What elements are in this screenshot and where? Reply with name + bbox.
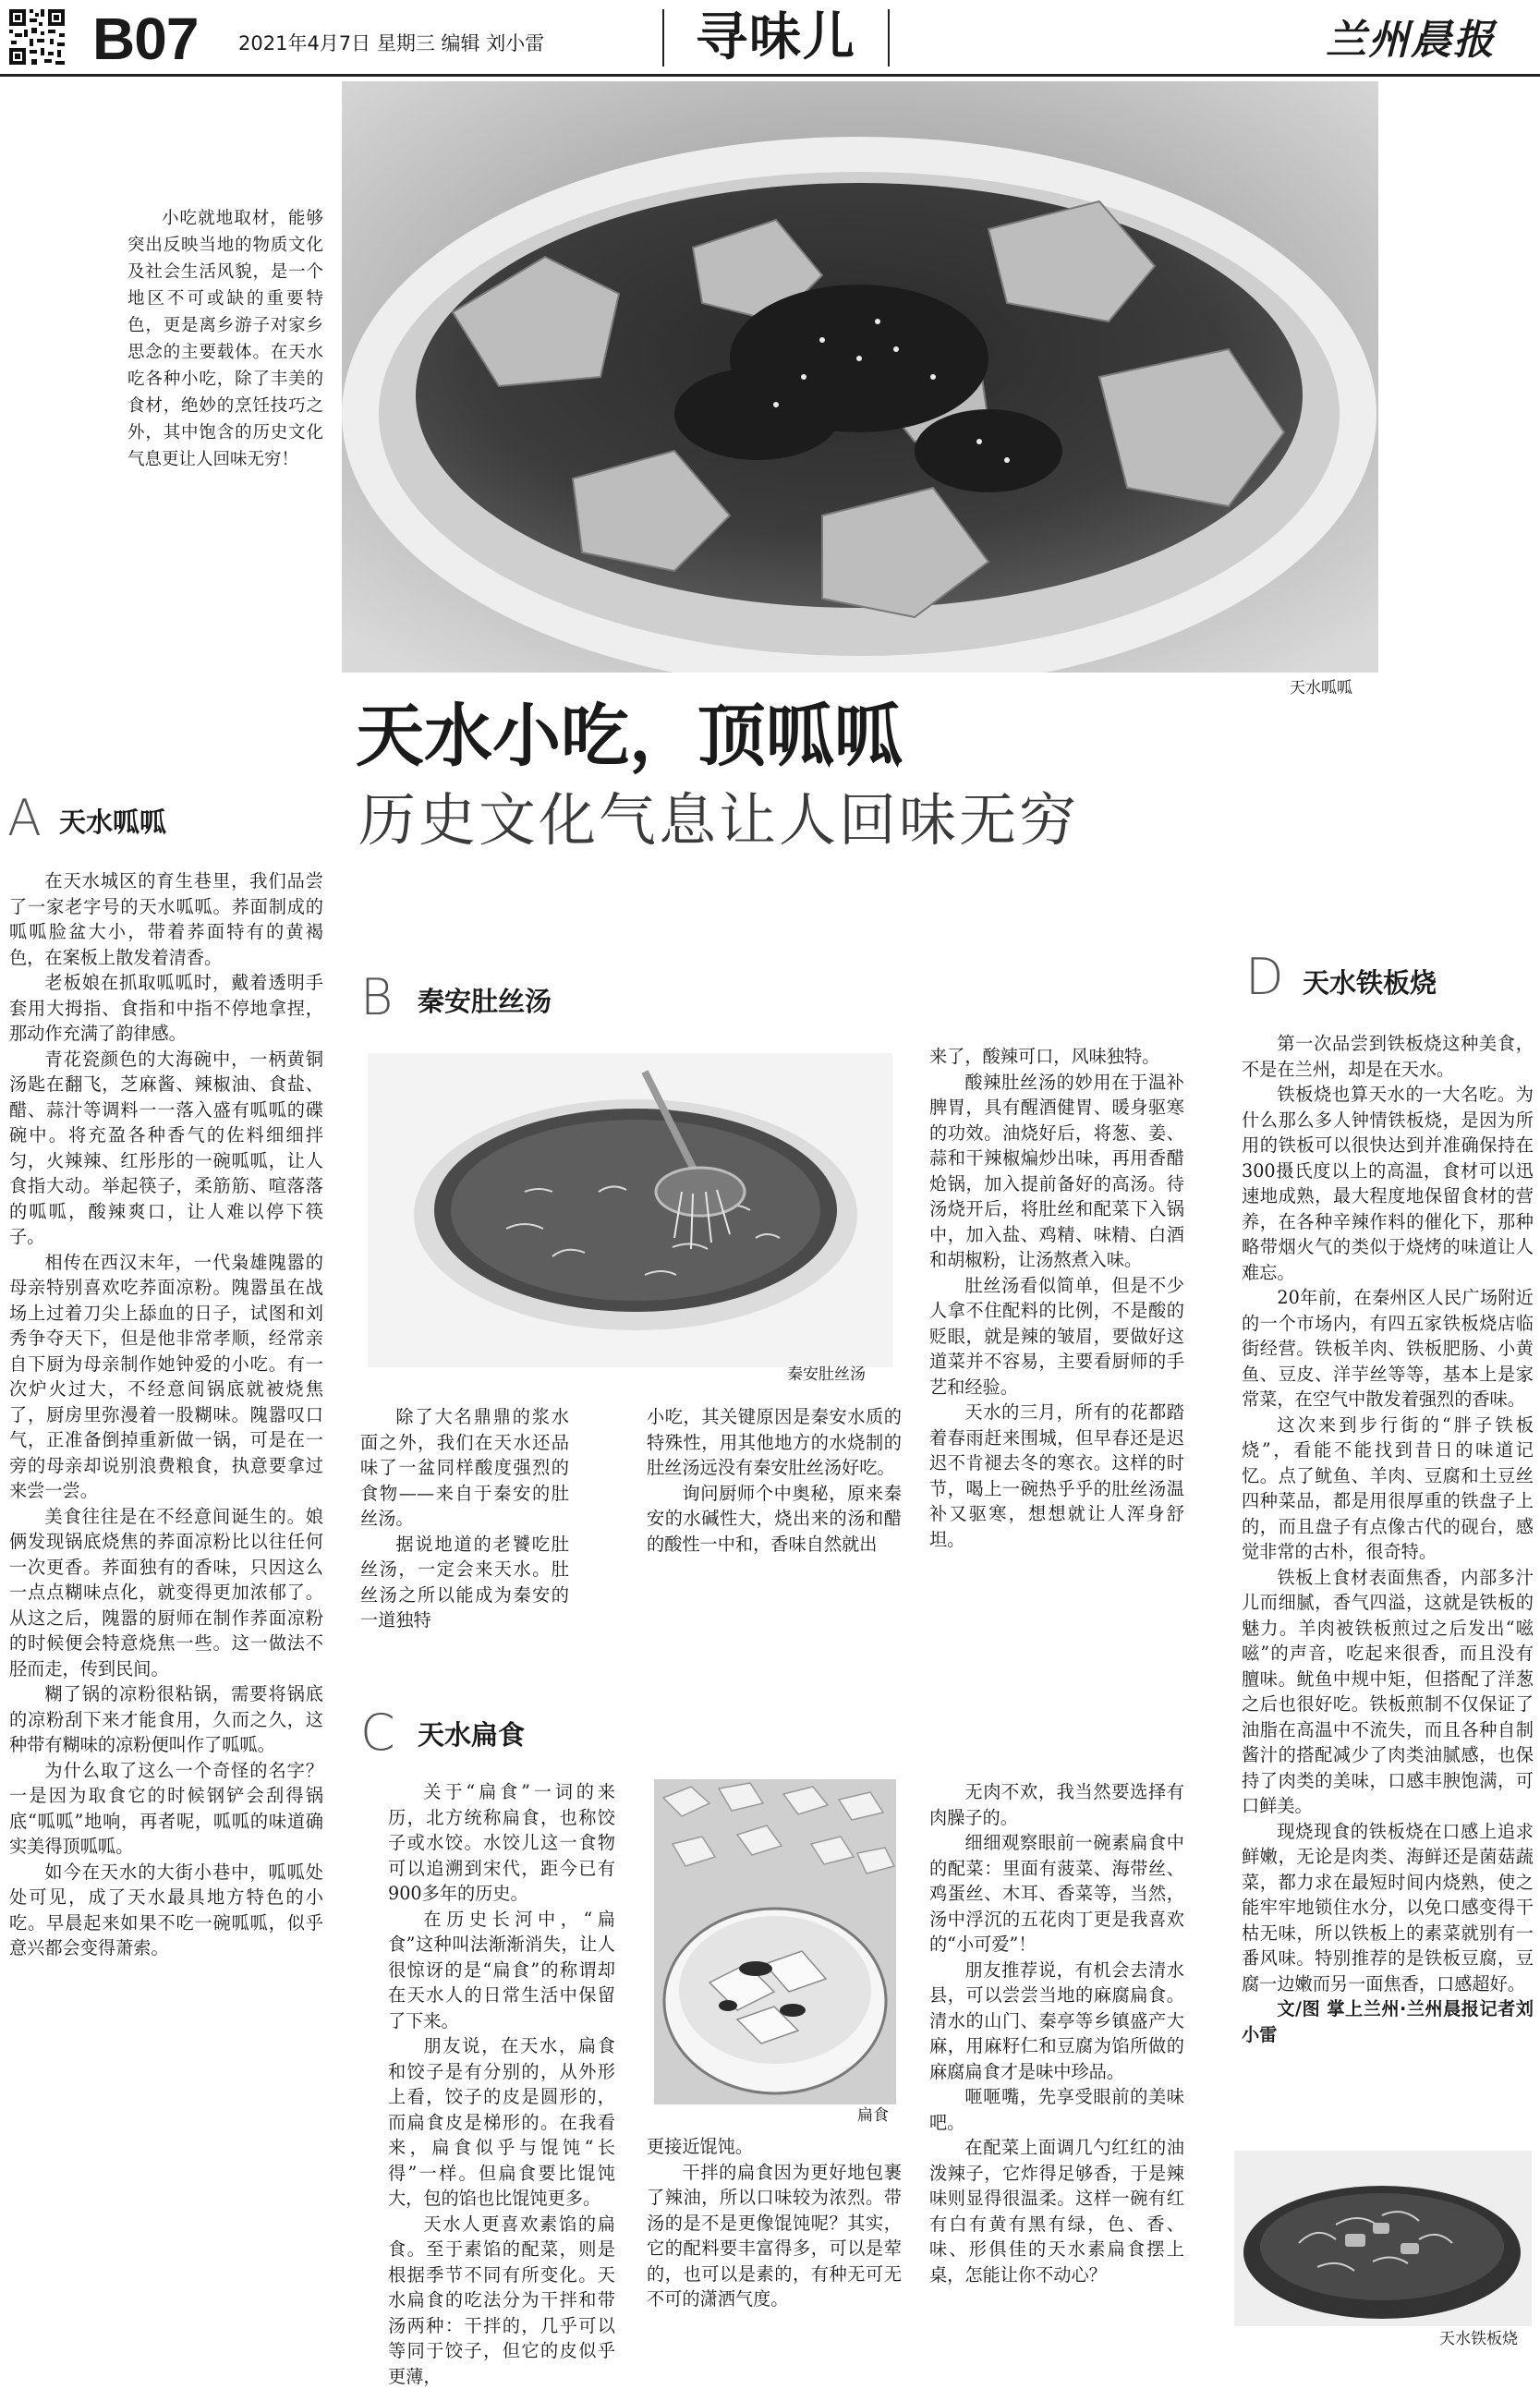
section-b-paragraph: 来了，酸辣可口，风味独特。 [929, 1044, 1184, 1070]
section-c-paragraph: 更接近馄饨。 [647, 2134, 902, 2160]
section-title: 寻味儿 [674, 7, 878, 67]
section-c-paragraph: 无肉不欢，我当然要选择有肉臊子的。 [929, 1779, 1184, 1830]
section-divider-left [662, 9, 664, 67]
section-c-paragraph: 朋友说，在天水，扁食和饺子是有分别的，从外形上看，饺子的皮是圆形的，而扁食皮是梯形的。在我看来，扁食似乎与馄饨“长得”一样。但扁食要比馄饨大，包的馅也比馄饨更多。 [388, 2033, 615, 2212]
section-d-marker: D [1245, 952, 1284, 1003]
section-c-marker: C [360, 1707, 395, 1759]
section-a-paragraph: 糊了锅的凉粉很粘锅，需要将锅底的凉粉刮下来才能食用，久而之久，这种带有糊味的凉粉便叫作了呱呱。 [9, 1681, 323, 1758]
headline: 天水小吃，顶呱呱 [356, 696, 903, 777]
section-b-paragraph: 据说地道的老饕吃肚丝汤，一定会来天水。肚丝汤之所以能成为秦安的一道独特 [360, 1532, 569, 1633]
section-d-paragraph: 这次来到步行街的“胖子铁板烧”，看能不能找到昔日的味道记忆。点了鱿鱼、羊肉、豆腐和土豆丝四种菜品，都是用很厚重的铁盘子上的，而且盘子有点像古代的砚台，感觉非常的古朴，很奇特。 [1242, 1413, 1534, 1565]
page-number: B07 [92, 6, 198, 72]
section-a-title: 天水呱呱 [59, 804, 166, 841]
section-b-paragraph: 天水的三月，所有的花都踏着春雨赶来围城，但早春还是迟迟不肯褪去冬的寒衣。这样的时节，喝上一碗热乎乎的肚丝汤温补又驱寒，想想就让人浑身舒坦。 [929, 1400, 1184, 1552]
section-c-column-3 [929, 1779, 1184, 2287]
photo-caption-qinan: 秦安肚丝汤 [787, 1364, 866, 1386]
photo-teppanyaki [1234, 2151, 1532, 2326]
qr-code [7, 7, 67, 67]
section-a-paragraph: 为什么取了这么一个奇怪的名字？一是因为取食它的时候钢铲会刮得锅底“呱呱”地响，再者呢，呱呱的味道确实美得顶呱呱。 [9, 1758, 323, 1860]
section-c-paragraph: 关于“扁食”一词的来历，北方统称扁食，也称饺子或水饺。水饺儿这一食物可以追溯到宋代，距今已有900多年的历史。 [388, 1779, 615, 1907]
section-a-paragraph: 相传在西汉末年，一代枭雄隗嚣的母亲特别喜欢吃荞面凉粉。隗嚣虽在战场上过着刀尖上舔血的日子，试图和刘秀争夺天下，但是他非常孝顺，经常亲自下厨为母亲制作她钟爱的小吃。有一次炉火过大，不经意间锅底就被烧焦了，厨房里弥漫着一股糊味。隗嚣叹口气，正准备倒掉重新做一锅，可是在一旁的母亲却说别浪费粮食，执意要拿过来尝一尝。 [9, 1250, 323, 1504]
section-b-column-1 [360, 1404, 569, 1633]
section-d-paragraph: 铁板上食材表面焦香，内部多汁儿而细腻，香气四溢，这就是铁板的魅力。羊肉被铁板煎过之后发出“嗞嗞”的声音，吃起来很香，而且没有膻味。鱿鱼中规中矩，但搭配了洋葱之后也很好吃。铁板煎制不仅保证了油脂在高温中不流失，而且各种自制酱汁的搭配减少了肉类油腻感，也保持了肉类的美味，口感丰腴饱满，可口鲜美。 [1242, 1565, 1534, 1819]
newspaper-logo: 兰州晨报 [1326, 17, 1496, 65]
section-c-paragraph: 细细观察眼前一碗素扁食中的配菜：里面有菠菜、海带丝、鸡蛋丝、木耳、香菜等，当然，汤中浮沉的五花肉丁更是我喜欢的“小可爱”！ [929, 1830, 1184, 1958]
section-c-paragraph: 咂咂嘴，先享受眼前的美味吧。 [929, 2084, 1184, 2135]
section-b-column-3 [929, 1044, 1184, 1552]
section-c-paragraph: 在配菜上面调几勺红红的油泼辣子，它炸得足够香，于是辣味则显得很温柔。这样一碗有红有白有黄有黑有绿，色、香、味、形俱佳的天水素扁食摆上桌，怎能让你不动心？ [929, 2135, 1184, 2287]
section-a-paragraph: 在天水城区的育生巷里，我们品尝了一家老字号的天水呱呱。荞面制成的呱呱脸盆大小，带着荞面特有的黄褐色，在案板上散发着清香。 [9, 868, 323, 970]
section-c-paragraph: 朋友推荐说，有机会去清水县，可以尝尝当地的麻腐扁食。清水的山门、秦亭等乡镇盛产大麻，用麻籽仁和豆腐为馅所做的麻腐扁食才是味中珍品。 [929, 1958, 1184, 2085]
section-b-title: 秦安肚丝汤 [418, 983, 552, 1020]
section-a-paragraph: 青花瓷颜色的大海碗中，一柄黄铜汤匙在翻飞，芝麻酱、辣椒油、食盐、醋、蒜汁等调料一一落入盛有呱呱的碟碗中。将充盈各种香气的佐料细细拌匀，火辣辣、红彤彤的一碗呱呱，让人食指大动。举起筷子，柔筋筋、喧落落的呱呱，酸辣爽口，让人难以停下筷子。 [9, 1047, 323, 1250]
section-d-paragraph: 第一次品尝到铁板烧这种美食，不是在兰州，却是在天水。 [1242, 1031, 1534, 1082]
hero-photo-guagua [342, 81, 1378, 673]
subheadline: 历史文化气息让人回味无穷 [358, 785, 1079, 855]
section-a-paragraph: 美食往往是在不经意间诞生的。娘俩发现锅底烧焦的荞面凉粉比以往任何一次更香。荞面独有的香味，只因这么一点点糊味点化，就变得更加浓郁了。从这之后，隗嚣的厨师在制作荞面凉粉的时候便会特意烧焦一些。这一做法不胫而走，传到民间。 [9, 1504, 323, 1682]
section-c-column-1 [388, 1779, 615, 2389]
dateline: 2021年4月7日 星期三 编辑 刘小雷 [238, 30, 544, 57]
section-b-marker: B [360, 972, 393, 1024]
section-b-paragraph: 询问厨师个中奥秘，原来秦安的水碱性大，烧出来的汤和醋的酸性一中和，香味自然就出 [647, 1481, 902, 1558]
section-c-column-2 [647, 2134, 902, 2312]
intro-paragraph: 小吃就地取材，能够突出反映当地的物质文化及社会生活风貌，是一个地区不可或缺的重要特色，更是离乡游子对家乡思念的主要载体。在天水吃各种小吃，除了丰美的食材，绝妙的烹饪技巧之外，其中饱含的历史文化气息更让人回味无穷！ [127, 205, 323, 473]
photo-qinan-tripe-soup [368, 1053, 892, 1367]
section-c-paragraph: 干拌的扁食因为更好地包裹了辣油，所以口味较为浓烈。带汤的是不是更像馄饨呢？其实，它的配料要丰富得多，可以是荤的，也可以是素的，有种无可无不可的潇洒气度。 [647, 2160, 902, 2312]
section-a-marker: A [7, 793, 42, 844]
section-b-paragraph: 除了大名鼎鼎的浆水面之外，我们在天水还品味了一盆同样酸度强烈的食物——来自于秦安的肚丝汤。 [360, 1404, 569, 1532]
section-b-paragraph: 小吃，其关键原因是秦安水质的特殊性，用其他地方的水烧制的肚丝汤远没有秦安肚丝汤好吃。 [647, 1404, 902, 1481]
masthead-rule [0, 74, 1540, 77]
section-b-column-2 [647, 1404, 902, 1557]
section-d-paragraph: 现烧现食的铁板烧在口感上追求鲜嫩，无论是肉类、海鲜还是菌菇蔬菜，都力求在最短时间内烧熟，使之能牢牢地锁住水分，以免口感变得干枯无味，所以铁板上的素菜就别有一番风味。特别推荐的是铁板豆腐，豆腐一边嫩而另一面焦香，口感超好。 [1242, 1819, 1534, 1997]
section-b-paragraph: 酸辣肚丝汤的妙用在于温补脾胃，具有醒酒健胃、暖身驱寒的功效。油烧好后，将葱、姜、蒜和干辣椒煸炒出味，再用香醋炝锅，加入提前备好的高汤。待汤烧开后，将肚丝和配菜下入锅中，加入盐、鸡精、味精、白酒和胡椒粉，让汤熬煮入味。 [929, 1070, 1184, 1273]
intro-text [127, 205, 323, 473]
section-a-paragraph: 如今在天水的大街小巷中，呱呱处处可见，成了天水最具地方特色的小吃。早晨起来如果不吃一碗呱呱，似乎意兴都会变得萧索。 [9, 1860, 323, 1961]
article-credit: 文/图 掌上兰州·兰州晨报记者刘小雷 [1242, 1996, 1534, 2047]
section-d-body [1242, 1031, 1534, 2047]
photo-bianshi-dumplings [654, 1779, 896, 2104]
section-d-paragraph: 铁板烧也算天水的一大名吃。为什么那么多人钟情铁板烧，是因为所用的铁板可以很快达到并准确保持在300摄氏度以上的高温，食材可以迅速地成熟，最大程度地保留食材的营养，在各种辛辣作料的催化下，那种略带烟火气的类似于烧烤的味道让人难忘。 [1242, 1082, 1534, 1285]
section-divider-right [888, 9, 890, 67]
section-d-paragraph: 20年前，在秦州区人民广场附近的一个市场内，有四五家铁板烧店临街经营。铁板羊肉、铁板肥肠、小黄鱼、豆皮、洋芋丝等等，基本上是家常菜，在空气中散发着强烈的香味。 [1242, 1285, 1534, 1413]
section-c-paragraph: 天水人更喜欢素馅的扁食。至于素馅的配菜，则是根据季节不同有所变化。天水扁食的吃法分为干拌和带汤两种：干拌的，几乎可以等同于饺子，但它的皮似乎更薄， [388, 2212, 615, 2389]
hero-photo-caption: 天水呱呱 [1290, 677, 1352, 699]
section-c-paragraph: 在历史长河中，“扁食”这种叫法渐渐消失，让人很惊讶的是“扁食”的称谓却在天水人的日常生活中保留了下来。 [388, 1907, 615, 2034]
photo-caption-teppanyaki: 天水铁板烧 [1439, 2328, 1518, 2350]
section-a-body [9, 868, 323, 1961]
section-d-title: 天水铁板烧 [1303, 964, 1437, 1001]
section-a-paragraph: 老板娘在抓取呱呱时，戴着透明手套用大拇指、食指和中指不停地拿捏，那动作充满了韵律感。 [9, 970, 323, 1047]
section-c-title: 天水扁食 [418, 1716, 525, 1753]
photo-caption-bianshi: 扁食 [857, 2104, 889, 2127]
section-b-paragraph: 肚丝汤看似简单，但是不少人拿不住配料的比例，不是酸的贬眼，就是辣的皱眉，要做好这道菜并不容易，主要看厨师的手艺和经验。 [929, 1273, 1184, 1401]
